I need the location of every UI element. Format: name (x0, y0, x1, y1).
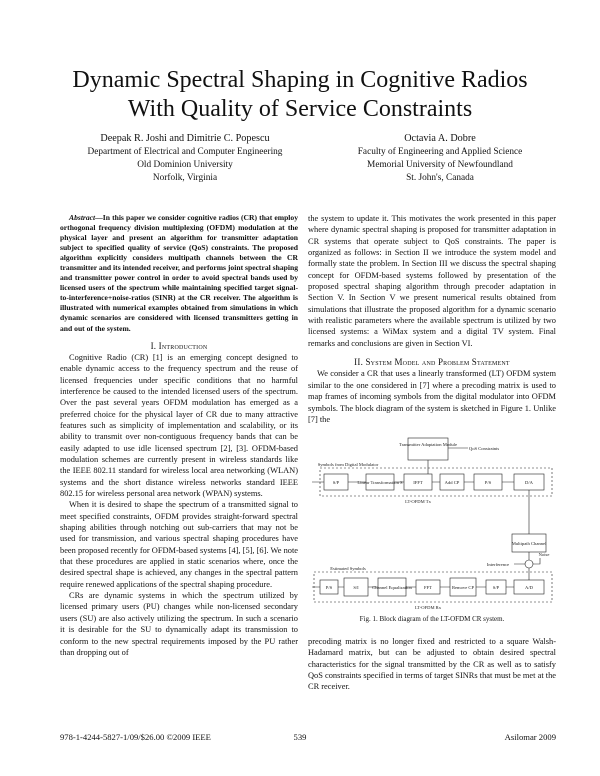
left-column (60, 213, 298, 658)
right-column (308, 213, 556, 425)
author-names: Deepak R. Joshi and Dimitrie C. Popescu (100, 133, 270, 144)
footer-isbn: 978-1-4244-5827-1/09/$26.00 ©2009 IEEE (60, 732, 211, 742)
tx-block-ps: P/S (484, 480, 492, 485)
author-block-1 (60, 132, 310, 185)
author-location: St. John's, Canada (406, 173, 474, 183)
channel-label: Multipath Channel (511, 541, 547, 546)
intro-paragraph-4: the system to update it. This motivates the work presented in this paper where dynamic spectral shaping is proposed for transmitter adaptation in CR systems that operate subject to QoS constraints. The paper is organized as follows: in Section II we introduce the system model and formally state the problem. In Section III we discuss the spectral shaping concept for OFDM-based systems followed by presentation of the proposed spectral shaping algorithm through precoder adaptation in Section V. In Section V we present numerical results obtained from simulations that illustrate the proposed algorithm for a dynamic scenario with realistic parameters where the available spectrum is utilized by two licensed systems: a WiMax system and a digital TV system. Final remarks and conclusions are given in Section VI. (308, 214, 556, 348)
interference-label: Interference (486, 562, 510, 567)
author-org: Old Dominion University (137, 160, 233, 170)
block-diagram-figure (308, 436, 556, 612)
rx-block-ad: A/D (525, 585, 533, 590)
intro-paragraph-1: Cognitive Radio (CR) [1] is an emerging concept designed to enable dynamic access to the frequency spectrum and the reuse of licensed frequencies under specific conditions that no harmful interference be caused to the intended licensed users of the spectrum. Over the past several years OFDM modulation has emerged as a preferred choice for the physical layer of CR due to many attractive features such as simplicity of implementation and scalability, or its ability to transmit over non-contiguous frequency bands that can be easily adapted to use idle licensed spectrum [2], [3]. OFDM-based modulation schemes are currently present in wireless standards like the IEEE 802.11 standard for wireless local area networking (WLAN) systems and the short distance wireless networks standard IEEE 802.15 for wireless personal area network (WPAN) systems. (60, 352, 298, 499)
right-column-bottom (308, 636, 556, 693)
rx-block-si: S/I (353, 585, 359, 590)
figure-caption: Fig. 1. Block diagram of the LT-OFDM CR system. (359, 615, 505, 623)
paper-title (0, 66, 600, 124)
intro-paragraph-2: When it is desired to shape the spectrum of a transmitted signal to meet specified constraints, OFDM provides straight-forward spectral shaping abilities through notching out sub-carriers that may not be used for transmission, and various spectral shaping procedures have been proposed recently for OFDM-based systems [4], [5], [6]. We note that these procedures are applied in static scenarios where, once the desired spectral shape is achieved, any changes in the spectral pattern require renewed applications of the spectral shaping procedure. (60, 500, 298, 589)
author-location: Norfolk, Virginia (152, 173, 218, 183)
tx-block-da: D/A (525, 480, 533, 485)
author-block-2 (320, 132, 560, 185)
footer-page-number: 539 (293, 732, 307, 742)
output-label: Estimated Symbols (330, 566, 366, 571)
qos-label: QoS Constraints (468, 446, 500, 451)
tx-block-add-cp: Add CP (444, 480, 460, 485)
rx-block-sp: S/P (492, 585, 500, 590)
title-line-2: With Quality of Service Constraints (127, 96, 473, 122)
title-line-1: Dynamic Spectral Shaping in Cognitive Radios (72, 67, 528, 93)
noise-label: Noise (538, 552, 550, 557)
tx-label: LT-OFDM Tx (405, 499, 431, 504)
footer-conference: Asilomar 2009 (504, 732, 556, 742)
rx-label: LT-OFDM Rx (414, 605, 442, 610)
intro-paragraph-3: CRs are dynamic systems in which the spectrum utilized by licensed primary users (PU) changes while non-licensed secondary users (SU) are also actively utilizing the spectrum. In such a scenario it is desirable for the SU to dynamically adapt its transmission to conform to the new spectral requirements imposed by the PU rather than dropping out of (60, 591, 298, 657)
model-paragraph-1: We consider a CR that uses a linearly transformed (LT) OFDM system similar to the one considered in [7] where a precoding matrix is used to map frames of incoming symbols from the digital modulator into OFDM symbols. The block diagram of the system is sketched in Figure 1. Unlike [7] the (308, 369, 556, 424)
rx-block-channel-equalization: Channel Equalization (372, 585, 412, 590)
input-label: Symbols from Digital Modulator (317, 462, 379, 467)
rx-block-ps: P/S (325, 585, 333, 590)
abstract-label: Abstract (69, 213, 96, 222)
rx-dashed-box (314, 572, 552, 602)
section-heading-model: II. System Model and Problem Statement (354, 357, 510, 368)
adaptation-module-label: Transmitter Adaptation Module (398, 442, 458, 447)
tx-block-ifft: IFFT (413, 480, 423, 485)
author-dept: Department of Electrical and Computer Engineering (87, 147, 283, 157)
section-heading-intro: I. Introduction (150, 340, 208, 351)
model-paragraph-2: precoding matrix is no longer fixed and restricted to a square Walsh-Hadamard matrix, but can be adjusted to obtain desired spectral characteristics for the signal transmitted by the CR as well as to satisfy QoS constraints specified in terms of target SINRs that must be met at the CR receiver. (308, 637, 556, 692)
rx-block-remove-cp: Remove CP (451, 585, 475, 590)
abstract: Abstract—In this paper we consider cognitive radios (CR) that employ orthogonal frequency division multiplexing (OFDM) modulation at the physical layer and present an algorithm for transmitter adaptation subject to specified quality of service (QoS) constraints. The proposed algorithm explicitly considers multipath channels between the CR transmitter and its intended receiver, and performs joint spectral shaping and transmitter power control in order to avoid spectral bands used by licensed users of the spectrum while maintaining specified target signal-to-interference+noise-ratios (SINR) at the CR receiver. The algorithm is illustrated with numerical examples obtained from simulations in which dynamic scenarios are considered with licensed transmitters getting in and out of the system. (60, 213, 298, 333)
tx-block-sp: S/P (332, 480, 340, 485)
rx-block-fft: FFT (424, 585, 432, 590)
author-org: Memorial University of Newfoundland (367, 160, 513, 170)
tx-block-linear-transformation: Linear Transformation S (357, 480, 403, 485)
author-dept: Faculty of Engineering and Applied Science (357, 147, 523, 157)
author-names: Octavia A. Dobre (404, 133, 476, 144)
abstract-text: In this paper we consider cognitive radios (CR) that employ orthogonal frequency division multiplexing (OFDM) modulation at the physical layer and present an algorithm for transmitter adaptation subject to specified quality of service (QoS) constraints. The proposed algorithm explicitly considers multipath channels between the CR transmitter and its intended receiver, and performs joint spectral shaping and transmitter power control in order to avoid spectral bands used by licensed users of the spectrum while maintaining specified target signal-to-interference+noise-ratios (SINR) at the CR receiver. The algorithm is illustrated with numerical examples obtained from simulations in which dynamic scenarios are considered with licensed transmitters getting in and out of the system. (60, 213, 298, 333)
